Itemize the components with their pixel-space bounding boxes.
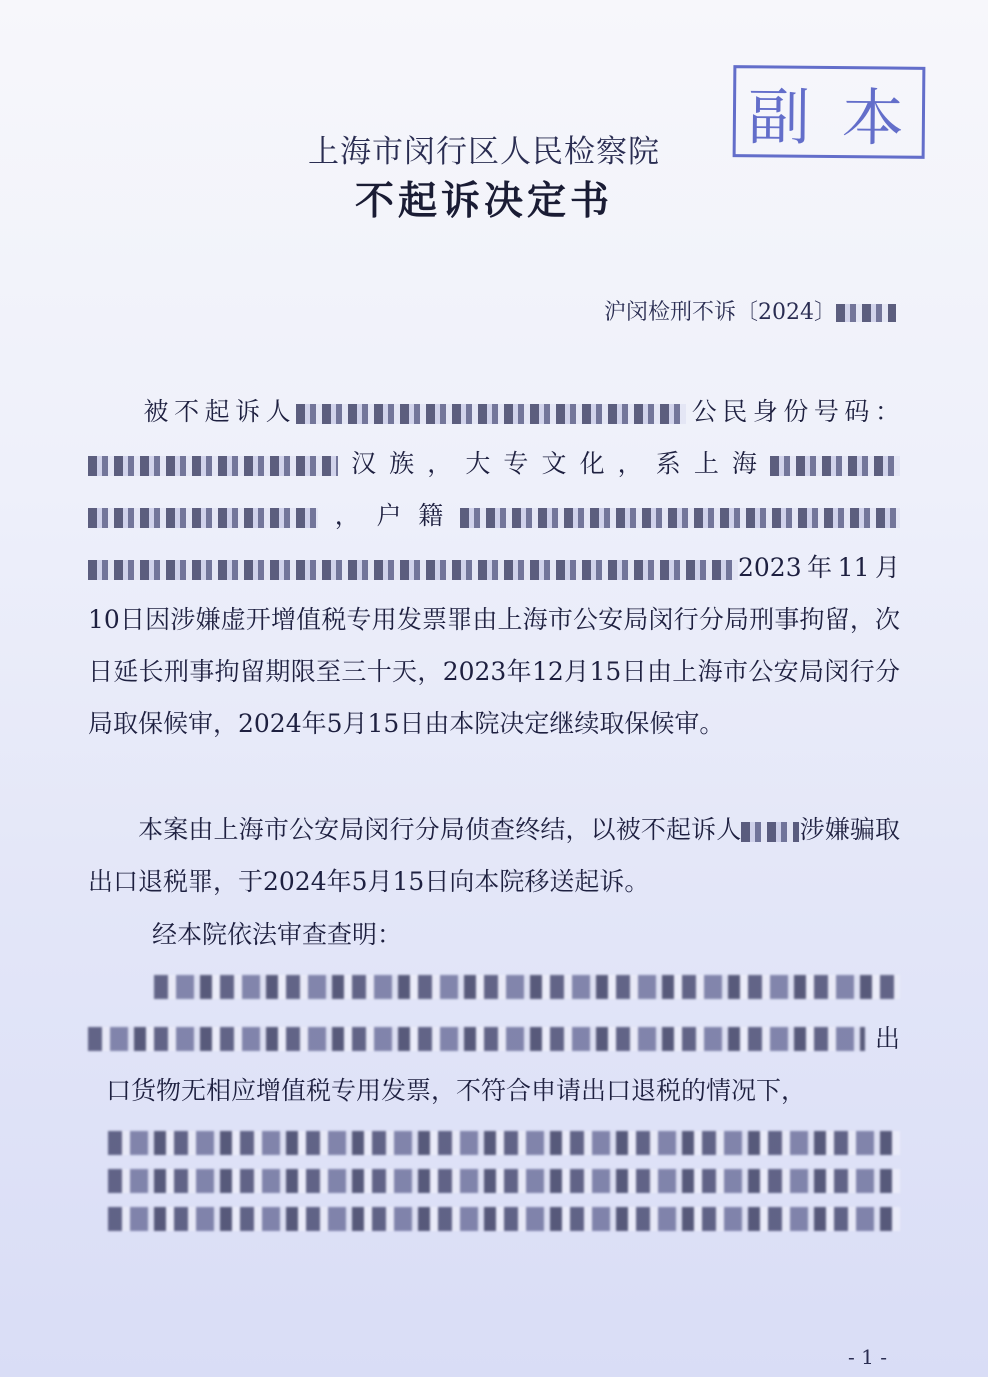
redacted-line bbox=[154, 975, 900, 999]
redaction bbox=[88, 508, 318, 528]
redaction bbox=[296, 404, 686, 424]
redaction bbox=[460, 508, 900, 528]
paragraph-review-lead: 经本院依法审查查明： bbox=[152, 920, 403, 949]
organization-name: 上海市闵行区人民检察院 bbox=[308, 134, 660, 170]
redaction bbox=[88, 560, 738, 580]
stamp-text: 副 本 bbox=[747, 79, 911, 155]
paragraph-findings: 出 口货物无相应增值税专用发票，不符合申请出口退税的情况下， bbox=[88, 961, 900, 1245]
redaction bbox=[88, 456, 338, 476]
redacted-line bbox=[108, 1169, 900, 1193]
page-number: - 1 - bbox=[848, 1345, 887, 1369]
paragraph-case-transfer: 本案由上海市公安局闵行分局侦查终结，以被不起诉人 涉嫌骗取出口退税罪，于2024年5月15日向本院移送起诉。 bbox=[88, 815, 900, 896]
redacted-line bbox=[108, 1131, 900, 1155]
findings-text: 口货物无相应增值税专用发票，不符合申请出口退税的情况下， bbox=[106, 1076, 807, 1105]
redacted-line bbox=[108, 1207, 900, 1231]
document-title: 不起诉决定书 bbox=[354, 179, 613, 224]
redaction bbox=[770, 456, 900, 476]
redacted-line bbox=[88, 1027, 865, 1051]
paragraph-defendant-info: 被不起诉人 公民身份号码：汉族，大专文化，系上海，户籍2023年11月10日因涉嫌虚开增值税专用发票罪由上海市公安局闵行分局刑事拘留，次日延长刑事拘留期限至三十天，2023年12月15日由上海市公安局闵行分局取保候审，2024年5月15日由本院决定继续取保候审。 bbox=[88, 397, 900, 738]
document-number: 沪闵检刑不诉〔2024〕 bbox=[604, 295, 896, 326]
redaction bbox=[741, 822, 799, 842]
id-label: 公民身份号码： bbox=[686, 397, 900, 426]
redaction bbox=[836, 304, 896, 322]
